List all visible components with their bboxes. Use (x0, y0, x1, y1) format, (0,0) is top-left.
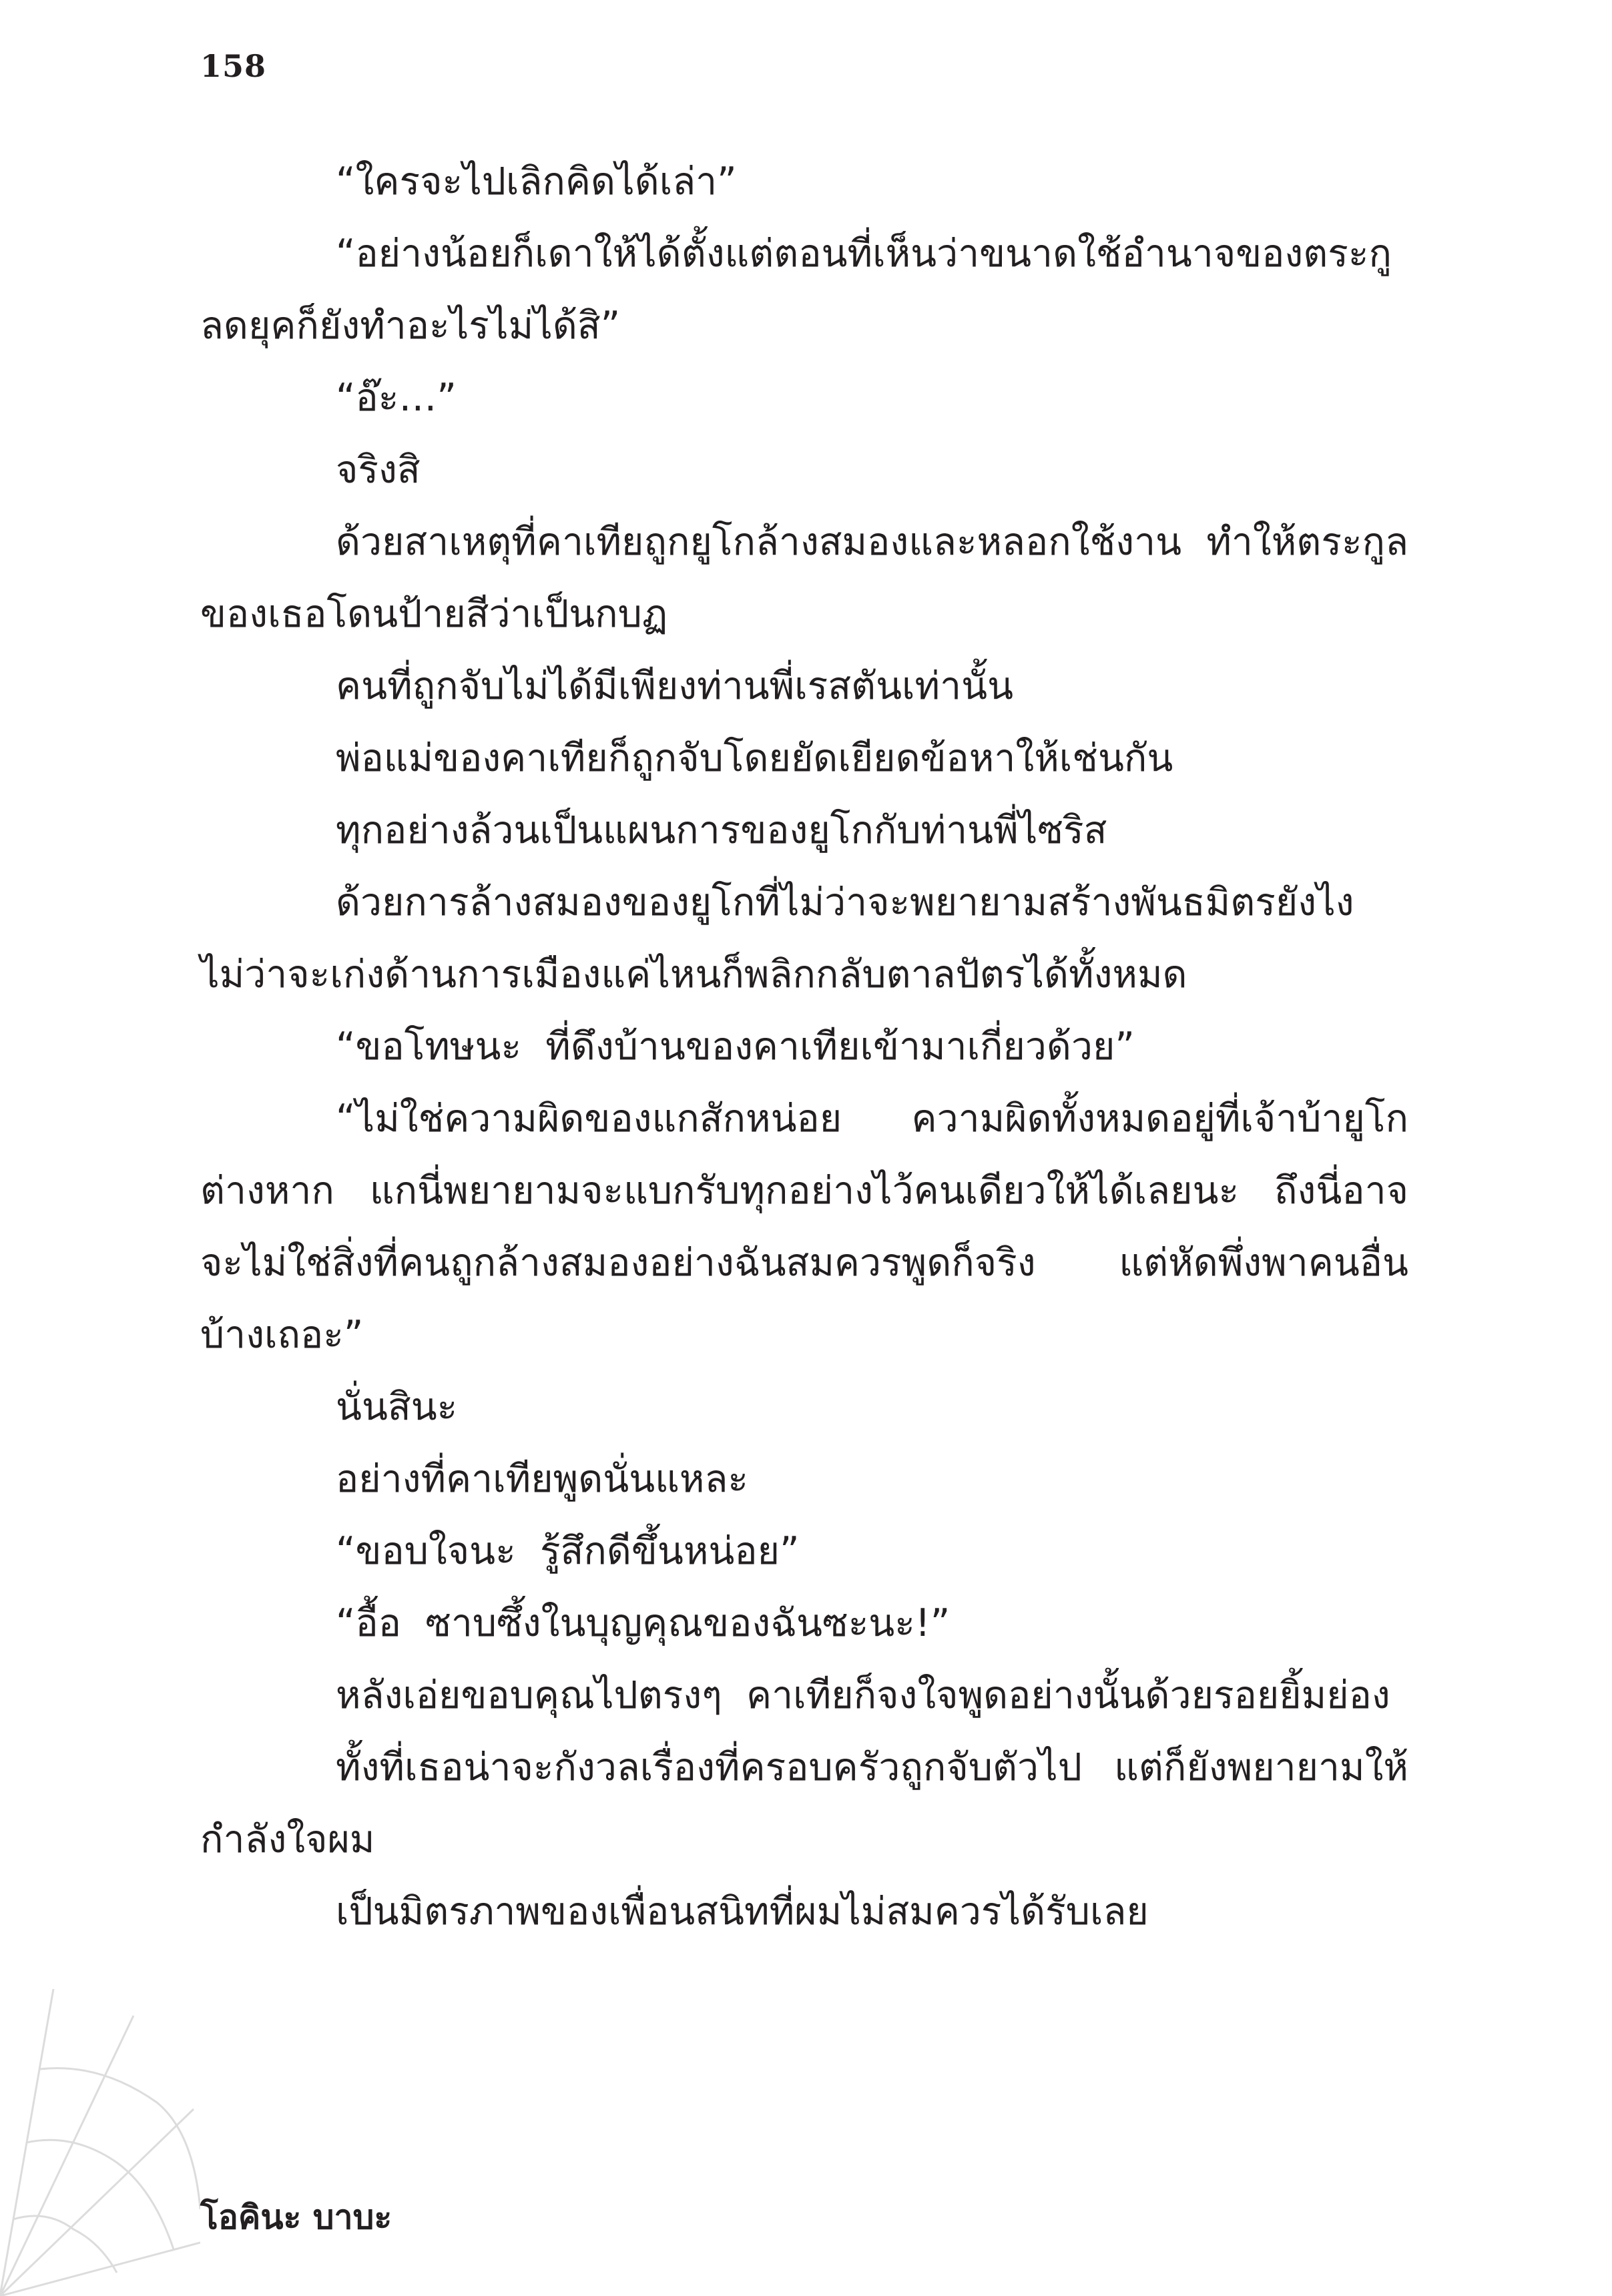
body-text (200, 146, 1408, 1948)
paragraph: ด้วยสาเหตุที่คาเทียถูกยูโกล้างสมองและหลอกใช้งาน ทำให้ตระกูลของเธอโดนป้ายสีว่าเป็นกบฏ (200, 520, 1408, 636)
paragraph: “ใครจะไปเลิกคิดได้เล่า” (336, 160, 737, 204)
page-number: 158 (200, 48, 267, 84)
paragraph: อย่างที่คาเทียพูดนั่นแหละ (336, 1457, 749, 1501)
book-title-footer: โอคินะ บาบะ (200, 2198, 392, 2237)
paragraph: ด้วยการล้างสมองของยูโกที่ไม่ว่าจะพยายามสร้างพันธมิตรยังไง ไม่ว่าจะเก่งด้านการเมืองแค่ไหนก็พลิกกลับตาลปัตรได้ทั้งหมด (200, 880, 1378, 996)
paragraph: ทั้งที่เธอน่าจะกังวลเรื่องที่ครอบครัวถูกจับตัวไป แต่ก็ยังพยายามให้กำลังใจผม (200, 1745, 1408, 1861)
paragraph: นั่นสินะ (336, 1385, 458, 1429)
paragraph: “อย่างน้อยก็เดาให้ได้ตั้งแต่ตอนที่เห็นว่าขนาดใช้อำนาจของตระกูลดยุคก็ยังทำอะไรไม่ได้สิ” (200, 232, 1392, 348)
paragraph: “ขอบใจนะ รู้สึกดีขึ้นหน่อย” (336, 1529, 800, 1573)
paragraph: “ขอโทษนะ ที่ดึงบ้านของคาเทียเข้ามาเกี่ยวด้วย” (336, 1025, 1135, 1069)
paragraph: เป็นมิตรภาพของเพื่อนสนิทที่ผมไม่สมควรได้รับเลย (336, 1890, 1149, 1934)
paragraph: หลังเอ่ยขอบคุณไปตรงๆ คาเทียก็จงใจพูดอย่างนั้นด้วยรอยยิ้มย่อง (336, 1673, 1390, 1717)
paragraph: “อ๊ะ…” (336, 376, 457, 420)
paragraph: จริงสิ (336, 448, 421, 492)
paragraph: ทุกอย่างล้วนเป็นแผนการของยูโกกับท่านพี่ไซริส (336, 808, 1107, 852)
paragraph: พ่อแม่ของคาเทียก็ถูกจับโดยยัดเยียดข้อหาให้เช่นกัน (336, 736, 1173, 780)
paragraph: “ไม่ใช่ความผิดของแกสักหน่อย ความผิดทั้งหมดอยู่ที่เจ้าบ้ายูโกต่างหาก แกนี่พยายามจะแบกรับทุกอย่างไว้คนเดียวให้ได้เลยนะ ถึงนี่อาจจะไม่ใช่สิ่งที่คนถูกล้างสมองอย่างฉันสมควรพูดก็จริง แต่หัดพึ่งพาคนอื่นบ้างเถอะ” (200, 1097, 1408, 1357)
paragraph: “อื้อ ซาบซึ้งในบุญคุณของฉันซะนะ!” (336, 1601, 951, 1645)
spider-web-decoration (0, 1989, 200, 2296)
paragraph: คนที่ถูกจับไม่ได้มีเพียงท่านพี่เรสตันเท่านั้น (336, 664, 1014, 708)
